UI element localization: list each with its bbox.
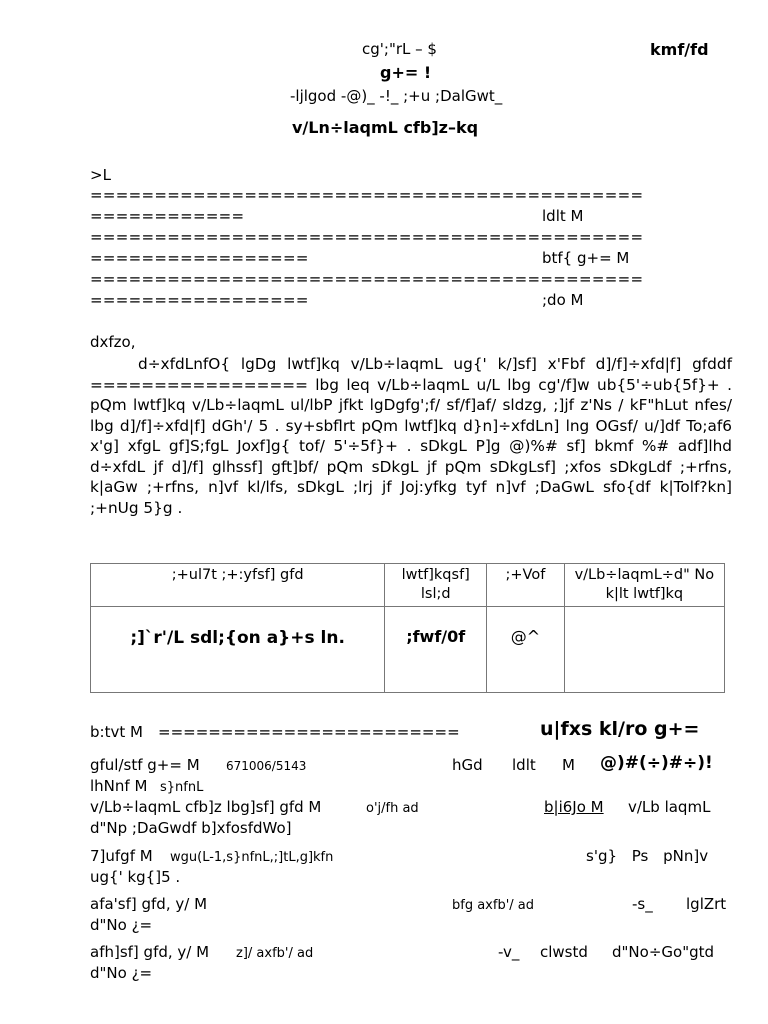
- district-label: lhNnf M: [90, 777, 148, 795]
- note-text: v/Lb laqmL: [628, 798, 711, 816]
- number-field-label: btf{ g+= M: [542, 249, 630, 267]
- address-value: wgu(L-1,s}nfnL,;]tL,g]kfn: [170, 850, 334, 865]
- equals-line: =================: [90, 249, 309, 267]
- district-value: s}nfnL: [160, 780, 204, 795]
- father-name-value: bfg axfb'/ ad: [452, 898, 535, 913]
- price-cell: [564, 607, 724, 693]
- father-name-label: afa'sf] gfd, y/ M: [90, 895, 208, 913]
- equals-line: ===========================================: [90, 228, 644, 246]
- equals-line: ===========================================: [90, 186, 644, 204]
- option-b-marker: -v_: [498, 943, 520, 961]
- table-row: [91, 607, 725, 693]
- salutation: dxfzo,: [90, 333, 136, 351]
- address-label: 7]ufgf M: [90, 847, 153, 865]
- share-type-cell: ;fwf/0f: [385, 607, 487, 693]
- citizenship-number: 671006/5143: [226, 759, 307, 773]
- grandfather-name-label: afh]sf] gfd, y/ M: [90, 943, 210, 961]
- company-name-cell: ;]`r'/L sdl;{on a}+s ln.: [91, 607, 385, 693]
- date-field-label: ldlt M: [542, 207, 584, 225]
- to-label: >L: [90, 166, 111, 184]
- header-line-2: g+= !: [380, 63, 432, 82]
- option-a-marker: -s_: [632, 895, 653, 913]
- dob-colon: M: [562, 756, 575, 774]
- table-header-row: [91, 564, 725, 607]
- grandfather-line-2: d"No ¿=: [90, 964, 153, 982]
- quantity-cell: @^: [487, 607, 565, 693]
- header-line-3: -ljlgod -@)_ -!_ ;+u ;DalGwt_: [290, 87, 503, 105]
- body-paragraph: d÷xfdLnfO{ lgDg lwtf]kq v/Lb÷laqmL ug{' k/]sf] x'Fbf d]/f]÷xfd|f] gfddf ================= lbg leq v/Lb÷laqmL u/L lbg cg'/f]w ub{5'÷ub{5f}+ . pQm lwtf]kq v/Lb÷laqmL ul/lbP jfkt lgDgfg';f/ sf/f]af/ sldzg, ;]jf z'Ns / kF"hLut nfes/ lbg d]/f]÷xfd|f] dGh'/ 5 . sy+sbflrt pQm lwtf]kq d}n]÷xfdLn] lng OGsf/ u/]df To;af6 x'g] xfgL gf]S;fgL Joxf]g{ tof/ 5'÷5f}+ . sDkgL P]g @)%# sf] bkmf %# adf]lhd d÷xfdL jf d]/f] glhssf] gft]bf/ pQm sDkgL jf pQm sDkgLsf] ;xfos sDkgLdf ;+rfns, k|aGw ;+rfns, n]vf kl/lfs, sDkgL ;lrj jf Joj:yfkg tyf n]vf ;DaGwL sfo{df k|Tolf?kn] ;+nUg 5}g .: [90, 355, 732, 517]
- time-field-label: ;do M: [542, 291, 584, 309]
- equals-line: =================: [90, 291, 309, 309]
- note-label: b|i6Jo M: [544, 798, 604, 816]
- header-line-1: cg';"rL – $: [362, 40, 437, 58]
- address-line-2: ug{' kg{]5 .: [90, 868, 181, 886]
- table-header: lwtf]kqsf] lsl;d: [385, 564, 487, 607]
- table-header: ;+ul7t ;+:yfsf] gfd: [91, 564, 385, 607]
- dob-prefix: hGd: [452, 756, 483, 774]
- dob-label: ldlt: [512, 756, 536, 774]
- page-title: v/Ln÷laqmL cfb]z–kq: [292, 118, 479, 137]
- order-table: [90, 563, 725, 693]
- dob-value: @)#(÷)#÷)!: [600, 753, 713, 773]
- father-line-2: d"No ¿=: [90, 916, 153, 934]
- option-b-text: clwstd: [540, 943, 588, 961]
- grandfather-name-value: z]/ axfb'/ ad: [236, 946, 314, 961]
- equals-line: ============: [90, 207, 245, 225]
- note-option-text: s'g} Ps pNn]v: [586, 847, 709, 865]
- signature-line: ========================: [158, 723, 460, 741]
- option-a-text: lglZrt: [686, 895, 727, 913]
- broker-line-2: d"Np ;DaGwdf b]xfosfdWo]: [90, 819, 292, 837]
- option-b-text-2: d"No÷Go"gtd: [612, 943, 715, 961]
- broker-name: o'j/fh ad: [366, 801, 419, 816]
- table-header: v/Lb÷laqmL÷d" No k|lt lwtf]kq: [564, 564, 724, 607]
- broker-label: v/Lb÷laqmL cfb]z lbg]sf] gfd M: [90, 798, 322, 816]
- signature-label: b:tvt M: [90, 723, 143, 741]
- equals-line: ===========================================: [90, 270, 644, 288]
- form-code: kmf/fd: [650, 40, 709, 59]
- client-code-label: u|fxs kl/ro g+=: [540, 718, 700, 740]
- citizenship-label: gful/stf g+= M: [90, 756, 200, 774]
- table-header: ;+Vof: [487, 564, 565, 607]
